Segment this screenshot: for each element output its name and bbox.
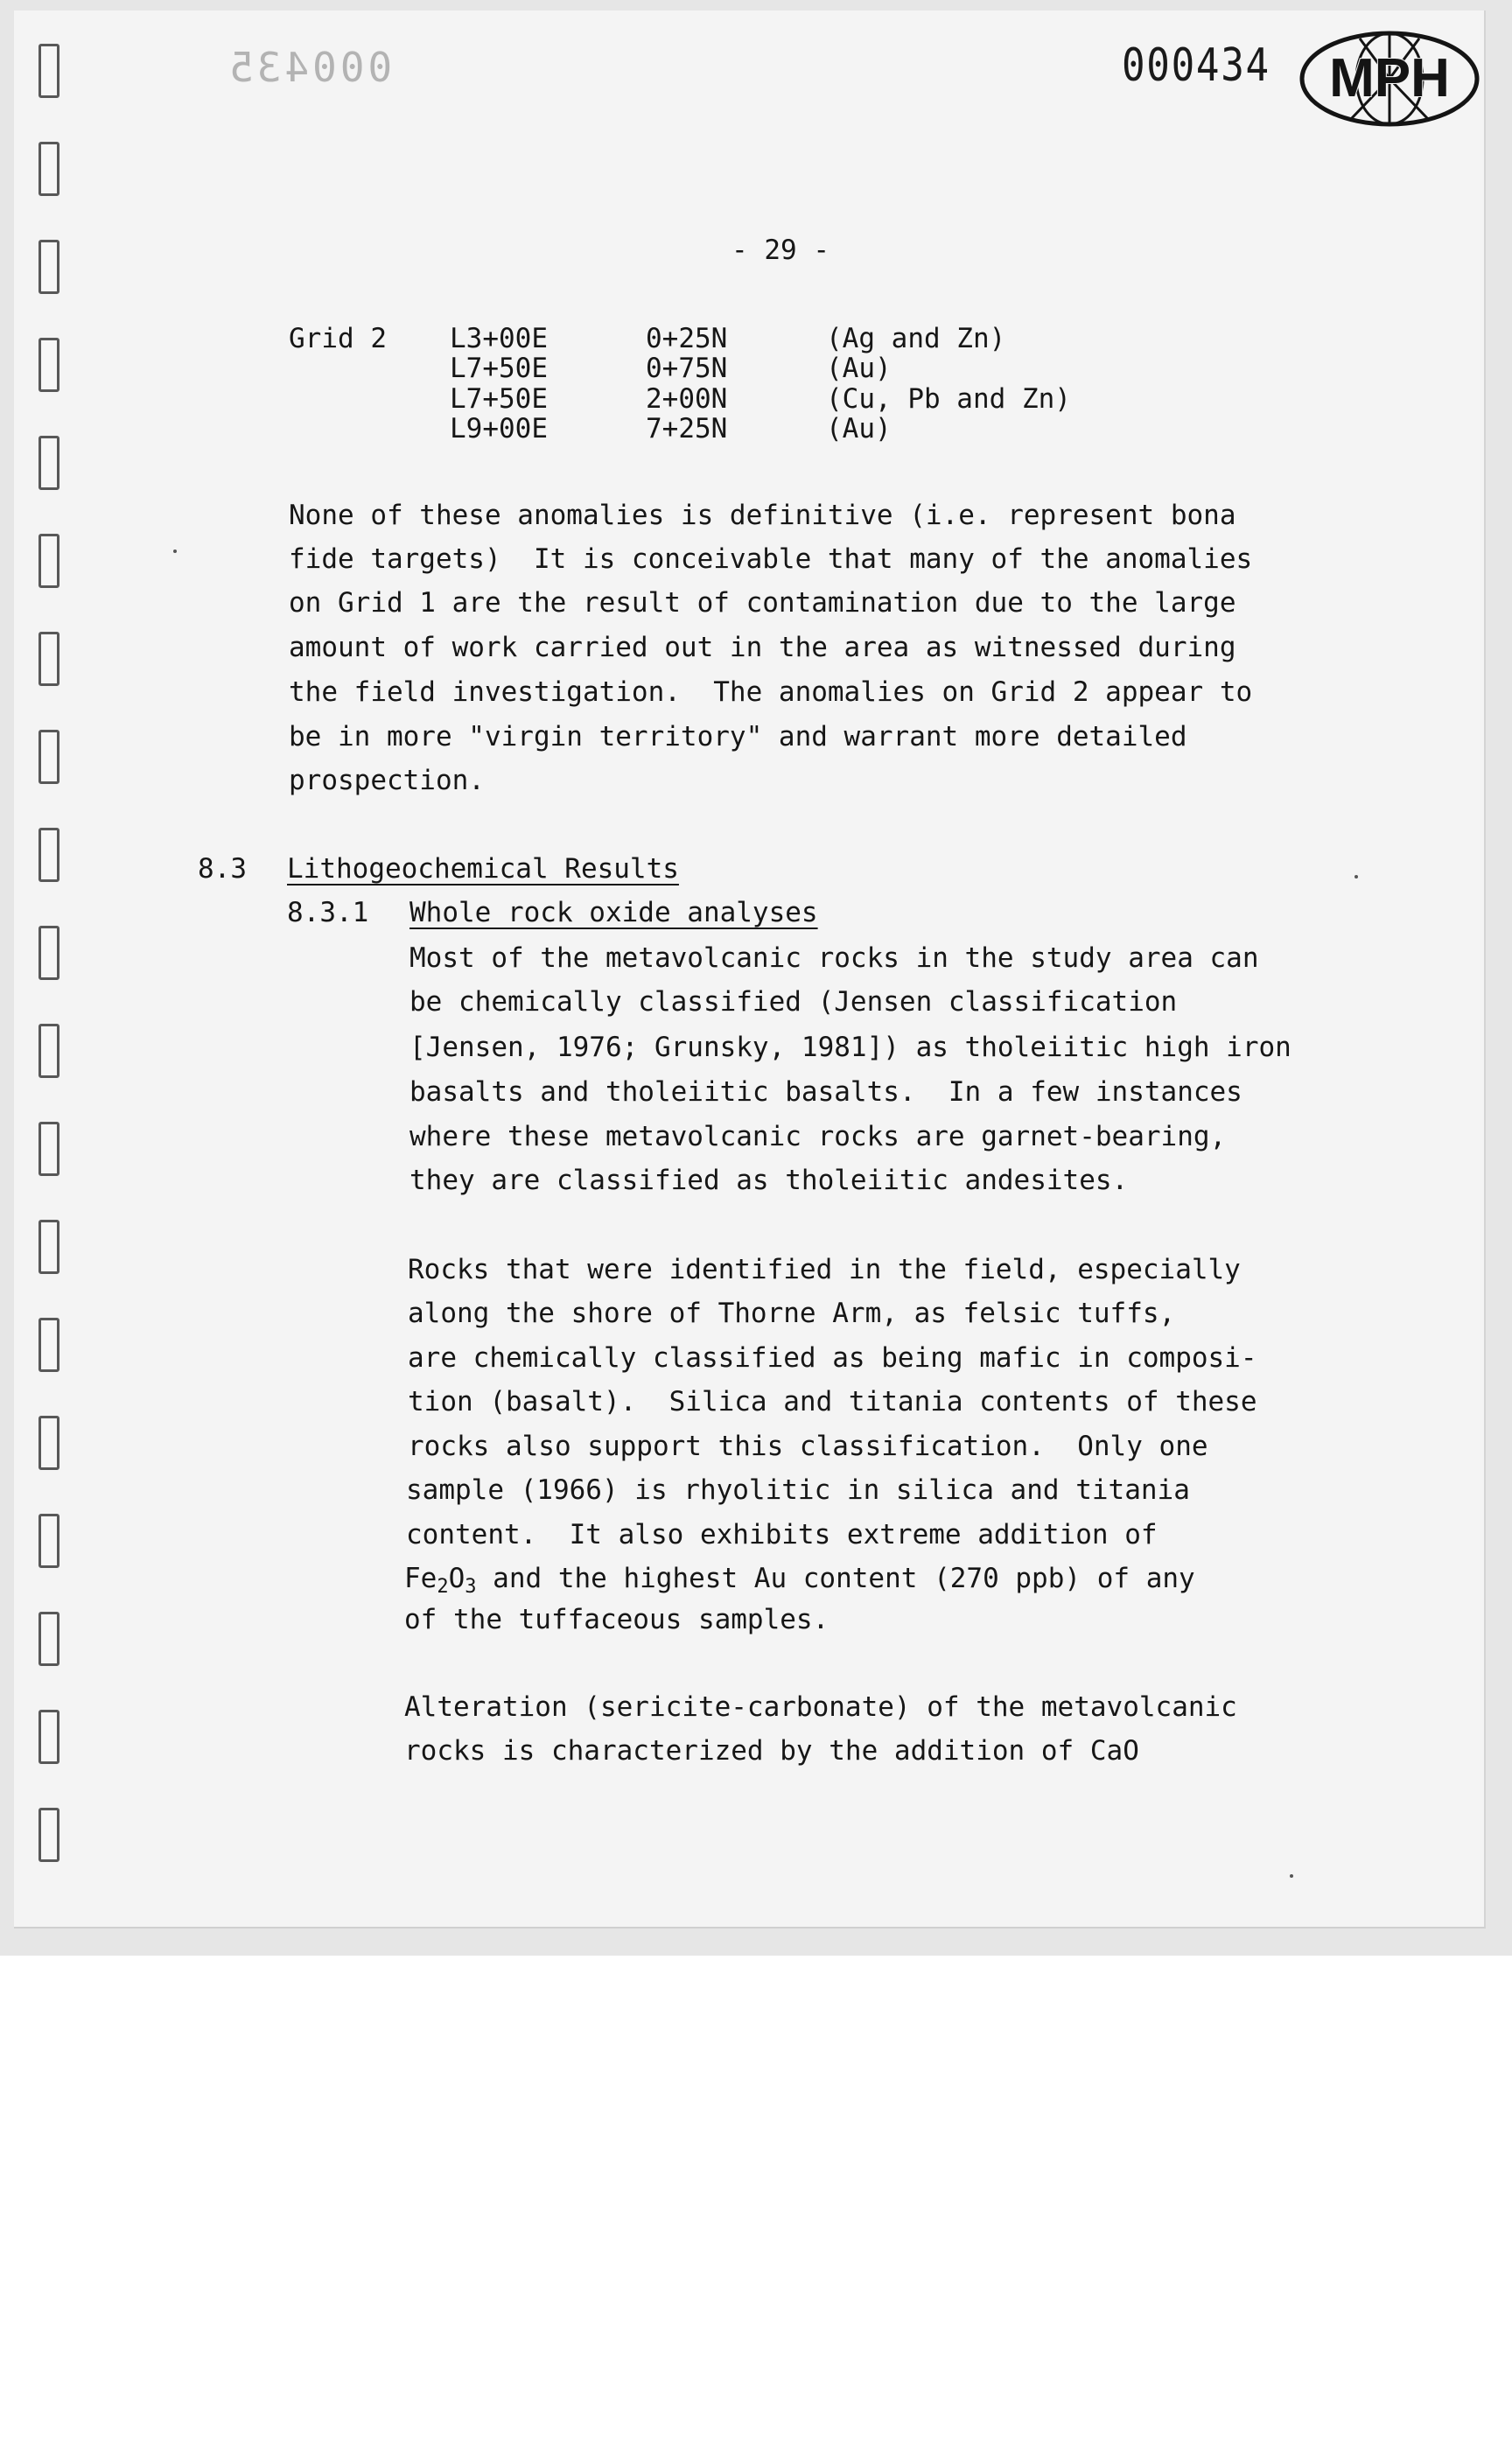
grid-elements-cell: (Au) (826, 413, 892, 444)
page-stamp-number: 000434 (1122, 39, 1270, 92)
formula-fe: Fe (404, 1563, 438, 1594)
text-line: be chemically classified (Jensen classification (410, 986, 1178, 1018)
text-line: None of these anomalies is definitive (i.e. represent bona (289, 500, 1236, 531)
binder-hole (38, 828, 60, 882)
binder-hole (38, 240, 60, 294)
scan-speck (173, 550, 177, 553)
grid-station-cell: 0+75N (646, 353, 728, 384)
text-line: prospection. (289, 765, 485, 796)
bleed-through-page-stamp: 000435 (226, 44, 393, 91)
grid-line-cell: L7+50E (450, 383, 548, 415)
binder-hole (38, 632, 60, 686)
text-line-formula (404, 1565, 1195, 1597)
formula-subscript: 2 (437, 1576, 449, 1598)
binder-hole (38, 1122, 60, 1176)
binder-hole (38, 1612, 60, 1666)
binder-hole (38, 1024, 60, 1078)
section-title: Lithogeochemical Results (287, 853, 679, 885)
binder-hole (38, 1220, 60, 1274)
scan-speck (1354, 875, 1358, 878)
text-line: [Jensen, 1976; Grunsky, 1981]) as tholeiitic high iron (410, 1032, 1292, 1063)
binder-hole (38, 534, 60, 588)
binder-hole (38, 436, 60, 490)
text-line: rocks is characterized by the addition of CaO (404, 1735, 1139, 1767)
text-line: tion (basalt). Silica and titania contents of these (408, 1386, 1257, 1418)
formula-o: O (448, 1563, 466, 1594)
page-number: - 29 - (732, 234, 830, 266)
text-line: are chemically classified as being mafic in composi- (408, 1342, 1257, 1374)
grid-line-cell: L9+00E (450, 413, 548, 444)
grid-line-cell: L3+00E (450, 323, 548, 354)
text-line: where these metavolcanic rocks are garnet-bearing, (410, 1121, 1227, 1152)
subsection-title: Whole rock oxide analyses (410, 897, 818, 928)
binder-hole (38, 142, 60, 196)
grid-elements-cell: (Au) (826, 353, 892, 384)
text-line: Most of the metavolcanic rocks in the study area can (410, 942, 1259, 974)
text-line: Alteration (sericite-carbonate) of the metavolcanic (404, 1691, 1237, 1723)
grid-station-cell: 0+25N (646, 323, 728, 354)
text-line: along the shore of Thorne Arm, as felsic tuffs, (408, 1298, 1176, 1329)
binder-hole (38, 926, 60, 980)
scan-speck (1290, 1874, 1293, 1878)
binder-hole (38, 1808, 60, 1862)
binder-hole (38, 730, 60, 784)
text-line: rocks also support this classification. Only one (408, 1431, 1208, 1462)
text-line: the field investigation. The anomalies on Grid 2 appear to (289, 676, 1253, 708)
binder-hole (38, 338, 60, 392)
binder-hole (38, 1318, 60, 1372)
text-line: on Grid 1 are the result of contamination due to the large (289, 587, 1236, 619)
binder-hole (38, 1416, 60, 1470)
text-line: of the tuffaceous samples. (404, 1604, 830, 1635)
text-line: basalts and tholeiitic basalts. In a few instances (410, 1076, 1242, 1108)
formula-continuation: and the highest Au content (270 ppb) of any (476, 1563, 1195, 1594)
text-line: Rocks that were identified in the field, especially (408, 1254, 1241, 1285)
grid-station-cell: 2+00N (646, 383, 728, 415)
mph-logo (1298, 26, 1484, 131)
subsection-number: 8.3.1 (287, 897, 369, 928)
text-line: be in more "virgin territory" and warrant more detailed (289, 721, 1187, 752)
text-line: they are classified as tholeiitic andesites. (410, 1165, 1129, 1196)
grid-label: Grid 2 (289, 323, 387, 354)
grid-elements-cell: (Cu, Pb and Zn) (826, 383, 1071, 415)
grid-station-cell: 7+25N (646, 413, 728, 444)
binder-hole (38, 44, 60, 98)
formula-subscript: 3 (465, 1576, 477, 1598)
binder-hole (38, 1514, 60, 1568)
binder-hole (38, 1710, 60, 1764)
text-line: sample (1966) is rhyolitic in silica and titania (406, 1474, 1190, 1506)
grid-elements-cell: (Ag and Zn) (826, 323, 1006, 354)
binder-holes (38, 44, 65, 1864)
text-line: amount of work carried out in the area as witnessed during (289, 632, 1236, 663)
text-line: content. It also exhibits extreme addition of (406, 1519, 1158, 1550)
text-line: fide targets) It is conceivable that many of the anomalies (289, 543, 1253, 575)
grid-line-cell: L7+50E (450, 353, 548, 384)
section-number: 8.3 (198, 853, 247, 885)
logo-text: MPH (1329, 48, 1450, 108)
